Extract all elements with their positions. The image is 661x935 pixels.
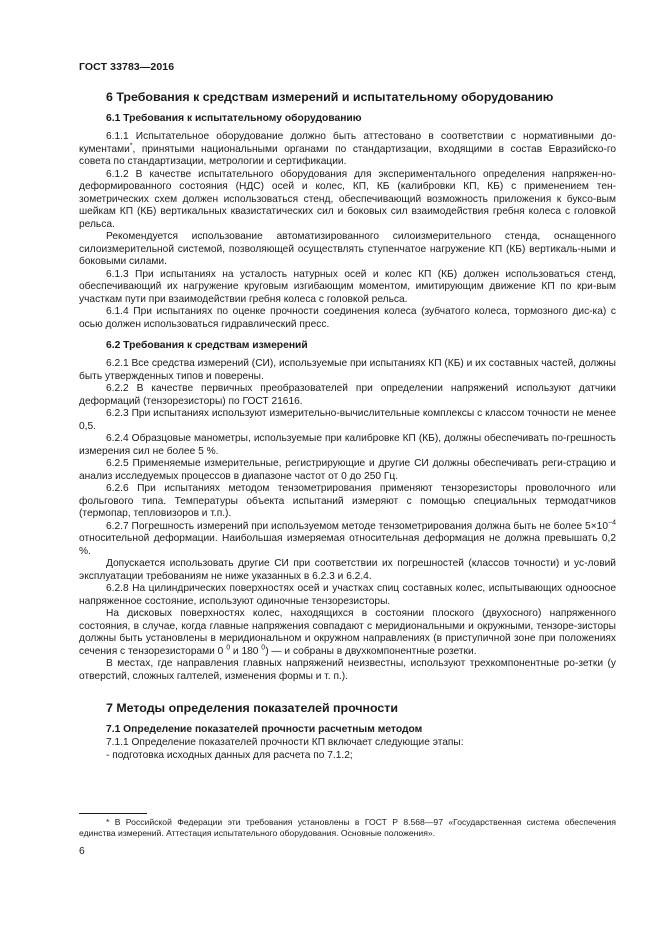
page-number: 6 [79, 846, 85, 857]
subsection-6-1-title: 6.1 Требования к испытательному оборудованию [106, 113, 362, 124]
paragraph-6-2-2: 6.2.2 В качестве первичных преобразователей при определении напряжений используют датчики деформаций (тензорезисторы) по ГОСТ 21616. [79, 383, 616, 407]
paragraph-6-2-8-disks: На дисковых поверхностях колес, находящихся в состоянии плоского (двухосного) напряженного состояния, в случае, когда главные напряжения совпадают с меридиональными и окружными, тензоре-зисторы должны быть установлены в меридиональном и окружном направлениях (в приступичной зоне при положениях сечения с тензорезисторами 0 $^0$ и 180 $^0$) — и собраны в двухкомпонентные розетки. [79, 608, 616, 657]
paragraph-6-1-1: 6.1.1 Испытательное оборудование должно быть аттестовано в соответствии с нормативными до-кументами*, принятыми национальными органами по стандартизации, входящими в состав Евразийско-го совета по стандартизации, метрологии и сертификации. [79, 131, 616, 167]
footnote-marker: * [129, 142, 133, 150]
paragraph-6-2-1: 6.2.1 Все средства измерений (СИ), используемые при испытаниях КП (КБ) и их составных частей, должны быть утвержденных типов и поверены. [79, 358, 616, 382]
list-item-7-1-1-a: - подготовка исходных данных для расчета по 7.1.2; [106, 749, 353, 761]
subsection-7-1-title: 7.1 Определение показателей прочности расчетным методом [106, 724, 423, 735]
paragraph-6-2-7-note: Допускается использовать другие СИ при соответствии их погрешностей (классов точности) и ус-ловий эксплуатации требованиям не ниже указанных в 6.2.3 и 6.2.4. [79, 558, 616, 582]
document-header: ГОСТ 33783—2016 [79, 61, 175, 73]
paragraph-7-1-1: 7.1.1 Определение показателей прочности КП включает следующие этапы: [106, 737, 464, 748]
paragraph-6-2-7: 6.2.7 Погрешность измерений при используемом методе тензометрирования должна быть не более $5\times 10^{-4}$ относительной деформации. Наибольшая измеряемая относительная деформация не должна превышать 0,2 %. [79, 519, 616, 557]
section-7-title: 7 Методы определения показателей прочности [106, 701, 398, 715]
paragraph-6-1-3: 6.1.3 При испытаниях на усталость натурных осей и колес КП (КБ) должен использоваться стенд, обеспечивающий их нагружение круговым изгибающим моментом, имитирующим движение КП по кри-вым участкам пути при взаимодействии гребня колеса с головкой рельса. [79, 268, 616, 305]
paragraph-6-2-8: 6.2.8 На цилиндрических поверхностях осей и участках спиц составных колес, испытывающих одноосное напряженное состояние, используют одиночные тензорезисторы. [79, 583, 616, 607]
paragraph-6-1-4: 6.1.4 При испытаниях по оценке прочности соединения колеса (зубчатого колеса, тормозного дис-ка) с осью должен использоваться гидравлический пресс. [79, 306, 616, 330]
paragraph-6-2-3: 6.2.3 При испытаниях используют измерительно-вычислительные комплексы с классом точности не менее 0,5. [79, 408, 616, 432]
section-6-title: 6 Требования к средствам измерений и испытательному оборудованию [106, 90, 554, 104]
paragraph-6-2-5: 6.2.5 Применяемые измерительные, регистрирующие и другие СИ должны обеспечивать реги-страцию и анализ исследуемых процессов в диапазоне частот от 0 до 250 Гц. [79, 458, 616, 482]
page-content [79, 89, 616, 762]
paragraph-6-2-8-rosettes: В местах, где направления главных напряжений неизвестны, используют трехкомпонентные ро-зетки (у отверстий, сложных галтелей, изменения формы и т. п.). [79, 658, 616, 682]
footnote: * В Российской Федерации эти требования установлены в ГОСТ Р 8.568—97 «Государственная система обеспечения единства измерений. Аттестация испытательного оборудования. Основные положения». [79, 817, 616, 838]
paragraph-6-2-6: 6.2.6 При испытаниях методом тензометрирования применяют тензорезисторы проволочного или фольгового типа. Температуры объекта испытаний измеряют с помощью специальных термодатчиков (термопар, тепловизоров и т.п.). [79, 483, 616, 519]
paragraph-6-2-4: 6.2.4 Образцовые манометры, используемые при калибровке КП (КБ), должны обеспечивать по-грешность измерения сил не более 5 %. [79, 433, 616, 457]
paragraph-6-1-2: 6.1.2 В качестве испытательного оборудования для экспериментального определения напряжен-но-деформированного состояния (НДС) осей и колес, КП, КБ (калибровки КП, КБ) с применением тен-зометрических схем должен использоваться стенд, обеспечивающий возможность приложения к буксо-вым шейкам КП (КБ) вертикальных квазистатических сил и боковых сил взаимодействия гребня колеса с головкой рельса. [79, 168, 616, 230]
subsection-6-2-title: 6.2 Требования к средствам измерений [106, 340, 308, 351]
paragraph-6-1-2-note: Рекомендуется использование автоматизированного силоизмерительного стенда, оснащенного силоизмерительной системой, позволяющей осуществлять ступенчатое нагружение КП (КБ) вертикаль-ными и боковыми силами. [79, 231, 616, 267]
footnote-divider [79, 813, 147, 814]
